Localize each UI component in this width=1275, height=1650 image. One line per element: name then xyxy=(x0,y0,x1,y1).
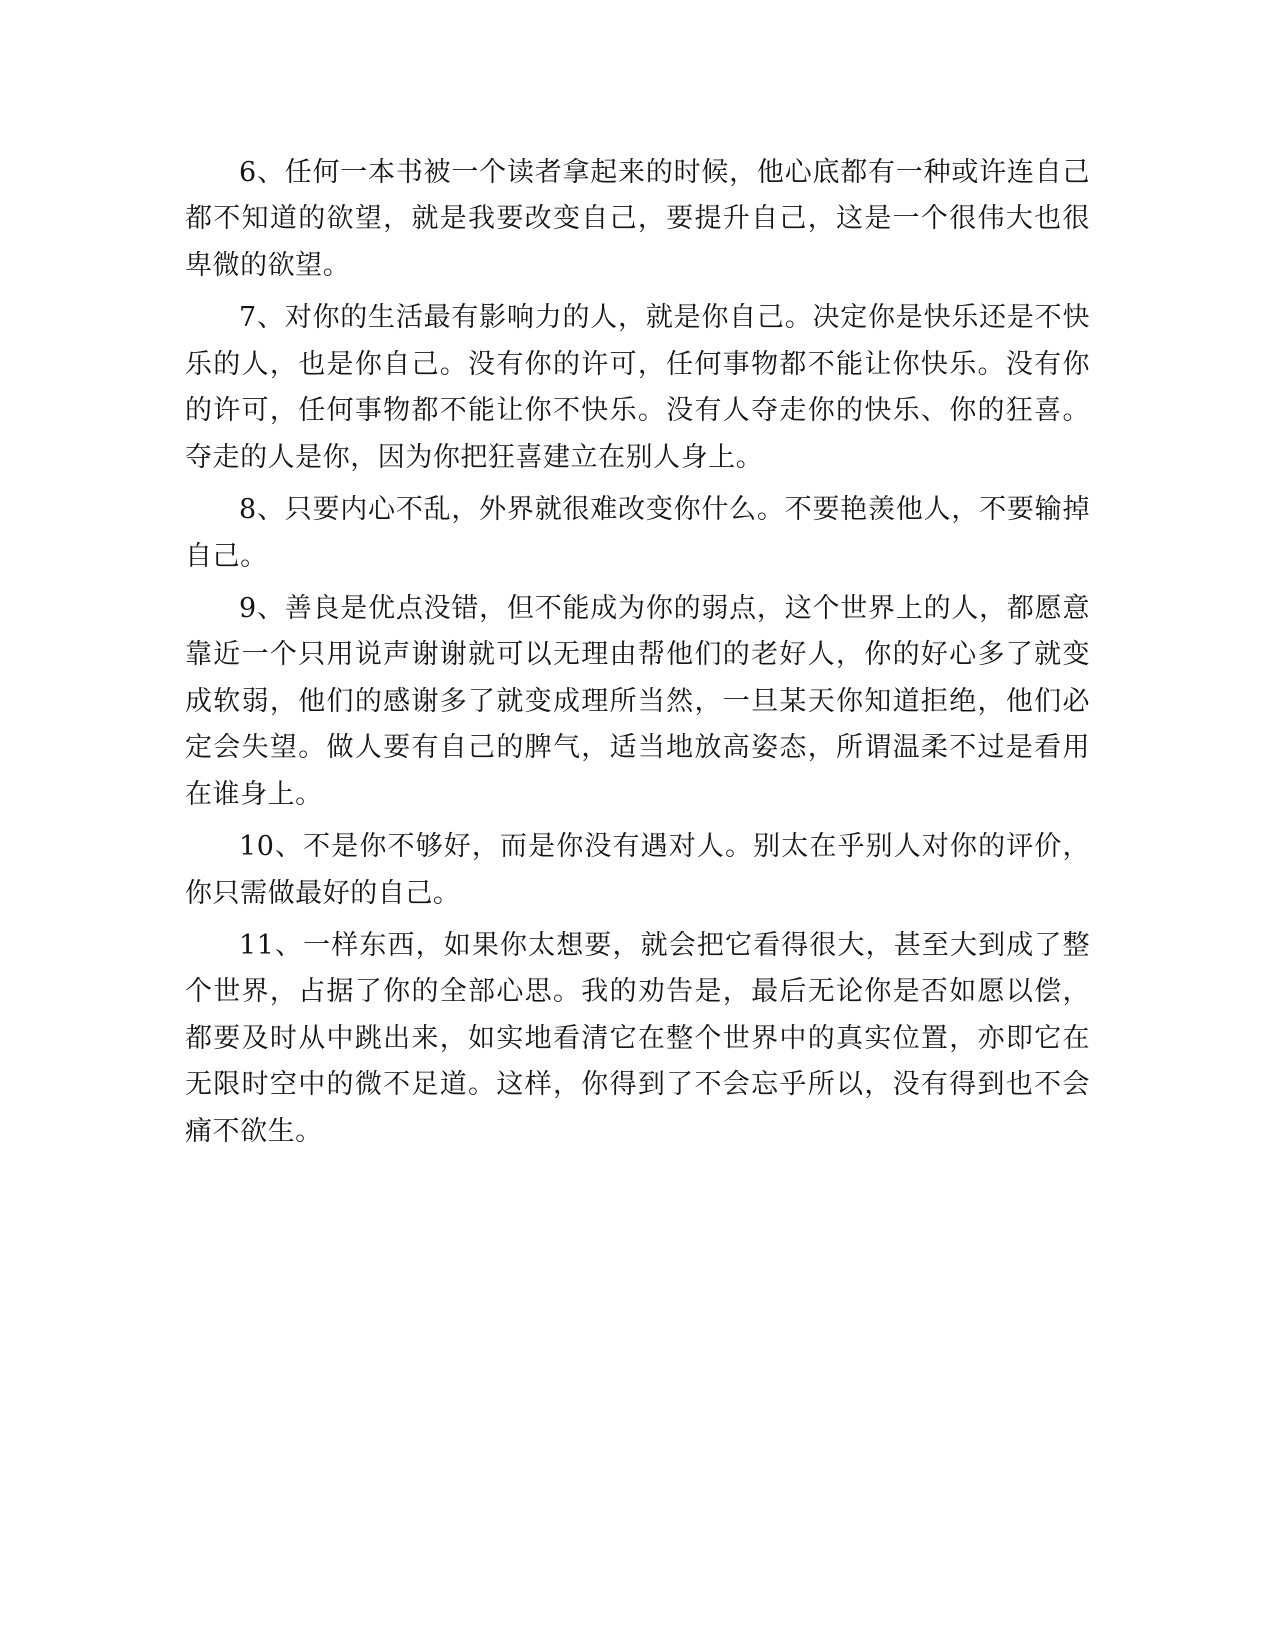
paragraph-item-10: 10、不是你不够好，而是你没有遇对人。别太在乎别人对你的评价，你只需做最好的自己。 xyxy=(185,831,1090,909)
document-body xyxy=(185,150,1090,1155)
paragraph-item-8: 8、只要内心不乱，外界就很难改变你什么。不要艳羡他人，不要输掉自己。 xyxy=(185,494,1090,572)
paragraph-item-9: 9、善良是优点没错，但不能成为你的弱点，这个世界上的人，都愿意靠近一个只用说声谢谢就可以无理由帮他们的老好人，你的好心多了就变成软弱，他们的感谢多了就变成理所当然，一旦某天你知道拒绝，他们必定会失望。做人要有自己的脾气，适当地放高姿态，所谓温柔不过是看用在谁身上。 xyxy=(185,592,1090,810)
paragraph-item-6: 6、任何一本书被一个读者拿起来的时候，他心底都有一种或许连自己都不知道的欲望，就是我要改变自己，要提升自己，这是一个很伟大也很卑微的欲望。 xyxy=(185,157,1090,281)
paragraph-item-11: 11、一样东西，如果你太想要，就会把它看得很大，甚至大到成了整个世界，占据了你的全部心思。我的劝告是，最后无论你是否如愿以偿，都要及时从中跳出来，如实地看清它在整个世界中的真实位置，亦即它在无限时空中的微不足道。这样，你得到了不会忘乎所以，没有得到也不会痛不欲生。 xyxy=(185,930,1090,1147)
paragraph-item-7: 7、对你的生活最有影响力的人，就是你自己。决定你是快乐还是不快乐的人，也是你自己。没有你的许可，任何事物都不能让你快乐。没有你的许可，任何事物都不能让你不快乐。没有人夺走你的快乐、你的狂喜。夺走的人是你，因为你把狂喜建立在别人身上。 xyxy=(185,302,1090,473)
